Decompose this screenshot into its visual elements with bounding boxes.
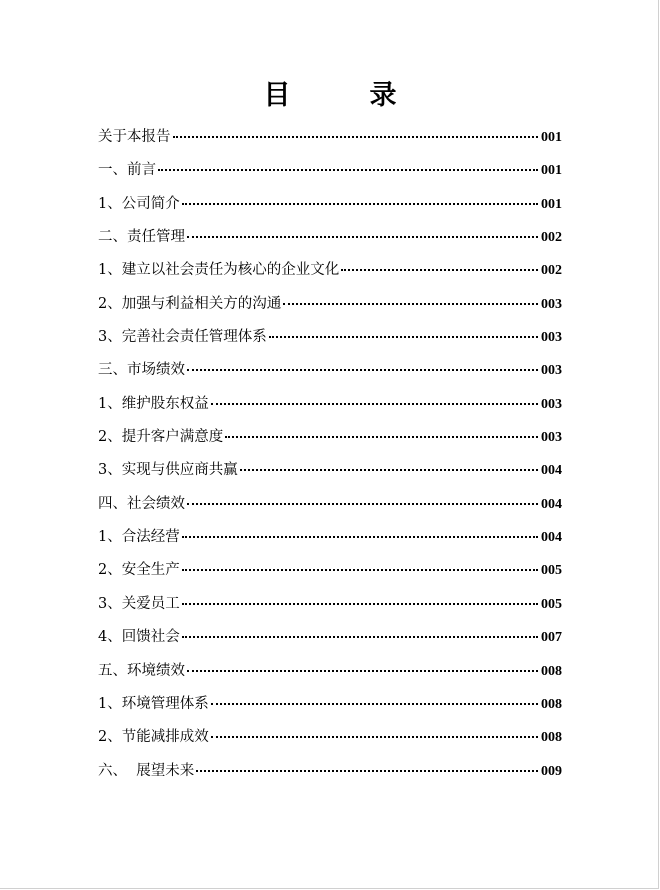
toc-entry-label: 三、市场绩效 — [98, 362, 185, 379]
toc-entry-page-number: 009 — [541, 763, 562, 779]
table-of-contents — [98, 121, 562, 788]
toc-entry[interactable] — [98, 421, 562, 454]
toc-dot-leader — [196, 770, 538, 772]
toc-dot-leader — [182, 603, 538, 605]
toc-entry[interactable] — [98, 621, 562, 654]
toc-entry[interactable] — [98, 688, 562, 721]
toc-entry-label: 四、社会绩效 — [98, 495, 185, 512]
toc-entry-page-number: 003 — [541, 363, 562, 379]
toc-entry-page-number: 003 — [541, 430, 562, 446]
toc-entry[interactable] — [98, 121, 562, 154]
toc-entry[interactable] — [98, 588, 562, 621]
toc-entry-label: 3、关爱员工 — [98, 595, 180, 612]
toc-entry[interactable] — [98, 521, 562, 554]
toc-entry[interactable] — [98, 154, 562, 187]
toc-entry-label: 六、 展望未来 — [98, 762, 195, 779]
toc-entry[interactable] — [98, 188, 562, 221]
toc-dot-leader — [240, 469, 538, 471]
toc-entry-page-number: 002 — [541, 230, 562, 246]
toc-dot-leader — [182, 536, 538, 538]
toc-dot-leader — [225, 436, 538, 438]
toc-entry[interactable] — [98, 288, 562, 321]
toc-dot-leader — [158, 169, 538, 171]
toc-entry-label: 2、安全生产 — [98, 562, 180, 579]
toc-dot-leader — [211, 403, 538, 405]
toc-entry-page-number: 008 — [541, 663, 562, 679]
toc-dot-leader — [187, 236, 538, 238]
toc-entry-label: 1、合法经营 — [98, 529, 180, 546]
toc-dot-leader — [182, 569, 538, 571]
toc-entry-page-number: 004 — [541, 496, 562, 512]
toc-dot-leader — [187, 670, 538, 672]
toc-entry-page-number: 003 — [541, 396, 562, 412]
toc-entry[interactable] — [98, 655, 562, 688]
toc-entry-label: 1、环境管理体系 — [98, 695, 209, 712]
toc-entry-label: 一、前言 — [98, 162, 156, 179]
toc-entry-label: 1、公司简介 — [98, 195, 180, 212]
toc-title: 目 录 — [263, 80, 423, 111]
toc-dot-leader — [211, 736, 538, 738]
toc-entry[interactable] — [98, 488, 562, 521]
toc-entry-label: 五、环境绩效 — [98, 662, 185, 679]
toc-entry[interactable] — [98, 254, 562, 287]
toc-dot-leader — [187, 369, 538, 371]
toc-entry-label: 关于本报告 — [98, 129, 171, 145]
toc-entry[interactable] — [98, 454, 562, 487]
toc-entry[interactable] — [98, 321, 562, 354]
toc-entry-page-number: 005 — [541, 563, 562, 579]
toc-entry-page-number: 007 — [541, 630, 562, 646]
toc-entry[interactable] — [98, 221, 562, 254]
toc-entry-page-number: 001 — [541, 196, 562, 212]
toc-entry-label: 2、节能减排成效 — [98, 729, 209, 746]
toc-entry-page-number: 001 — [541, 130, 562, 145]
toc-entry[interactable] — [98, 354, 562, 387]
toc-dot-leader — [211, 703, 538, 705]
toc-dot-leader — [173, 136, 539, 138]
toc-dot-leader — [187, 503, 538, 505]
toc-entry-page-number: 008 — [541, 696, 562, 712]
toc-entry-page-number: 004 — [541, 463, 562, 479]
toc-dot-leader — [269, 336, 538, 338]
toc-entry-page-number: 005 — [541, 596, 562, 612]
toc-entry-label: 3、完善社会责任管理体系 — [98, 329, 267, 346]
toc-entry-label: 1、维护股东权益 — [98, 395, 209, 412]
toc-dot-leader — [341, 269, 538, 271]
toc-entry[interactable] — [98, 388, 562, 421]
toc-entry-page-number: 002 — [541, 263, 562, 279]
toc-entry-page-number: 001 — [541, 163, 562, 179]
toc-entry[interactable] — [98, 721, 562, 754]
toc-entry-label: 二、责任管理 — [98, 229, 185, 246]
toc-dot-leader — [182, 636, 538, 638]
toc-entry-page-number: 003 — [541, 296, 562, 312]
toc-entry-page-number: 003 — [541, 330, 562, 346]
toc-entry-label: 2、提升客户满意度 — [98, 429, 224, 446]
toc-entry-label: 4、回馈社会 — [98, 629, 180, 646]
toc-entry-page-number: 008 — [541, 730, 562, 746]
toc-entry-label: 2、加强与利益相关方的沟通 — [98, 295, 282, 312]
toc-dot-leader — [283, 303, 538, 305]
toc-entry[interactable] — [98, 554, 562, 587]
toc-entry-page-number: 004 — [541, 530, 562, 546]
toc-entry-label: 3、实现与供应商共赢 — [98, 462, 238, 479]
toc-dot-leader — [182, 203, 538, 205]
toc-entry-label: 1、建立以社会责任为核心的企业文化 — [98, 262, 340, 279]
toc-entry[interactable] — [98, 755, 562, 788]
